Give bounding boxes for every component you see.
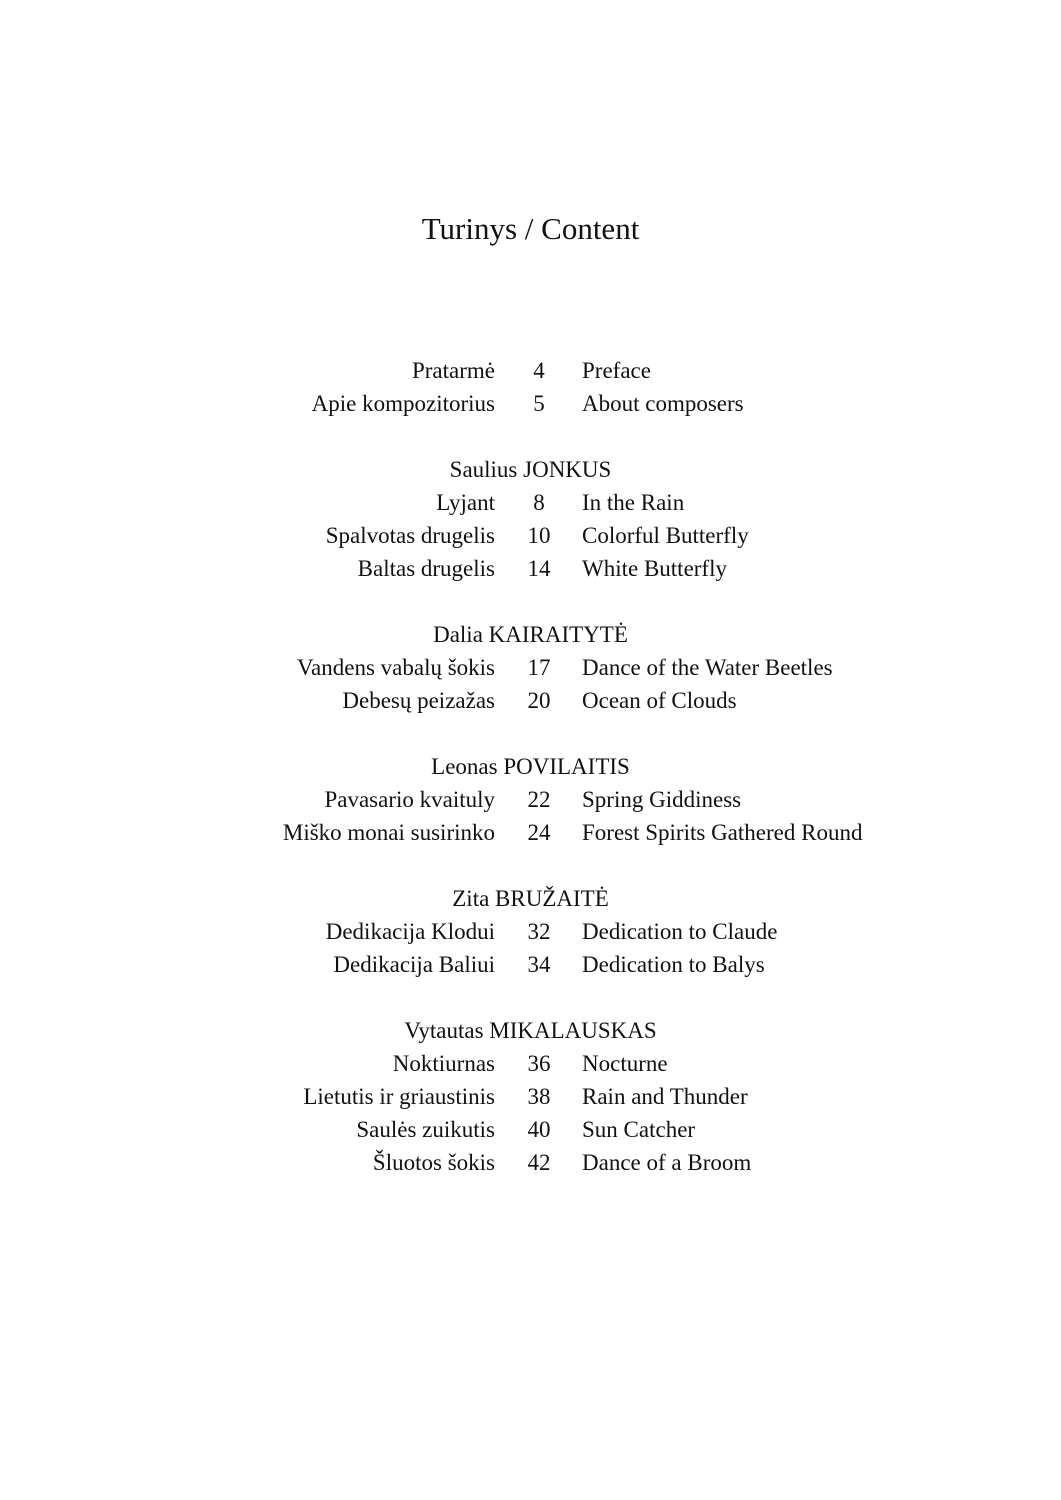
- entry-page-number: 34: [527, 952, 551, 977]
- entry-en-title: Sun Catcher: [582, 1117, 696, 1142]
- entry-lt-title: Pavasario kvaituly: [324, 787, 495, 812]
- toc-entry: [0, 1146, 1061, 1179]
- entry-page-number: 36: [527, 1051, 551, 1076]
- entry-lt-title: Miško monai susirinko: [282, 820, 495, 845]
- toc-entry: [0, 684, 1061, 717]
- entry-en-title: Dance of a Broom: [582, 1150, 752, 1175]
- entry-page-number: 14: [527, 556, 551, 581]
- composer-heading: Vytautas MIKALAUSKAS: [404, 1018, 657, 1043]
- entry-lt-title: Lietutis ir griaustinis: [303, 1084, 495, 1109]
- entry-en-title: Dedication to Claude: [582, 919, 778, 944]
- entry-page-number: 20: [527, 688, 551, 713]
- toc-entry-about-composers: [0, 387, 1061, 420]
- toc-entry: [0, 1047, 1061, 1080]
- toc-entry: [0, 651, 1061, 684]
- entry-lt-title: Baltas drugelis: [357, 556, 495, 581]
- toc-entry: [0, 519, 1061, 552]
- composer-heading: Zita BRUŽAITĖ: [452, 886, 609, 911]
- toc-entry: [0, 915, 1061, 948]
- entry-lt-title: Debesų peizažas: [342, 688, 495, 713]
- entry-en-title: Ocean of Clouds: [582, 688, 737, 713]
- toc-entry: [0, 552, 1061, 585]
- entry-lt-title: Saulės zuikutis: [356, 1117, 495, 1142]
- entry-page-number: 8: [533, 490, 545, 515]
- entry-page-number: 5: [533, 391, 545, 416]
- toc-entry: [0, 783, 1061, 816]
- composer-heading: Leonas POVILAITIS: [431, 754, 630, 779]
- entry-en-title: Preface: [582, 358, 651, 383]
- entry-en-title: About composers: [582, 391, 744, 416]
- entry-lt-title: Apie kompozitorius: [311, 391, 495, 416]
- toc-entry: [0, 948, 1061, 981]
- entry-lt-title: Šluotos šokis: [372, 1150, 495, 1175]
- entry-lt-title: Noktiurnas: [392, 1051, 495, 1076]
- composer-heading: Dalia KAIRAITYTĖ: [433, 622, 628, 647]
- entry-page-number: 24: [527, 820, 551, 845]
- entry-en-title: Spring Giddiness: [582, 787, 742, 812]
- entry-page-number: 10: [527, 523, 551, 548]
- entry-en-title: Colorful Butterfly: [582, 523, 749, 548]
- entry-en-title: White Butterfly: [582, 556, 727, 581]
- entry-lt-title: Pratarmė: [411, 358, 495, 383]
- entry-page-number: 4: [533, 358, 545, 383]
- entry-en-title: Nocturne: [582, 1051, 668, 1076]
- page-title: Turinys / Content: [421, 211, 640, 246]
- entry-page-number: 22: [527, 787, 551, 812]
- entry-page-number: 17: [527, 655, 551, 680]
- entry-en-title: Forest Spirits Gathered Round: [582, 820, 863, 845]
- entry-lt-title: Vandens vabalų šokis: [296, 655, 495, 680]
- entry-en-title: Dance of the Water Beetles: [582, 655, 833, 680]
- entry-en-title: Rain and Thunder: [582, 1084, 748, 1109]
- toc-entry: [0, 486, 1061, 519]
- entry-lt-title: Dedikacija Baliui: [333, 952, 495, 977]
- entry-en-title: Dedication to Balys: [582, 952, 765, 977]
- entry-page-number: 32: [527, 919, 551, 944]
- entry-lt-title: Lyjant: [436, 490, 495, 515]
- entry-lt-title: Dedikacija Klodui: [325, 919, 495, 944]
- toc-entry-preface: [0, 354, 1061, 387]
- entry-lt-title: Spalvotas drugelis: [325, 523, 495, 548]
- toc-entry: [0, 1080, 1061, 1113]
- entry-page-number: 40: [527, 1117, 551, 1142]
- entry-en-title: In the Rain: [582, 490, 685, 515]
- composer-heading: Saulius JONKUS: [449, 457, 612, 482]
- toc-entry: [0, 1113, 1061, 1146]
- entry-page-number: 42: [527, 1150, 551, 1175]
- entry-page-number: 38: [527, 1084, 551, 1109]
- toc-entry: [0, 816, 1061, 849]
